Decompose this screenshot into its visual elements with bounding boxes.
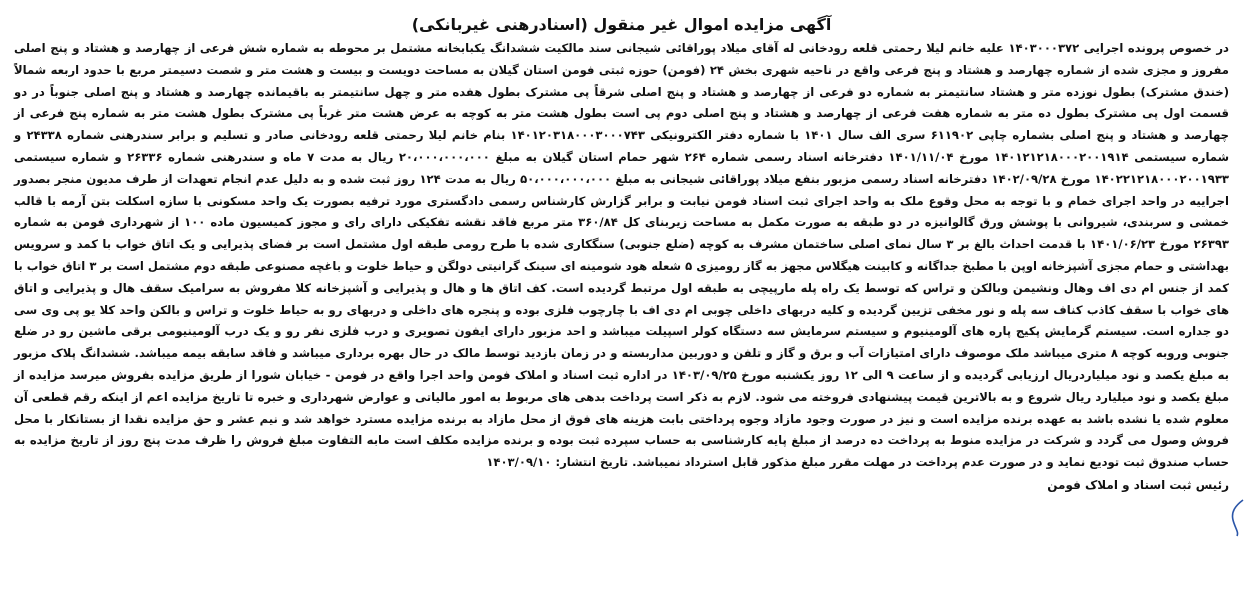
notice-signature: رئیس ثبت اسناد و املاک فومن: [1047, 477, 1229, 492]
notice-title: آگهی مزایده اموال غیر منقول (اسنادرهنی غیربانکی): [411, 15, 832, 34]
pen-mark-icon: [1229, 498, 1245, 538]
notice-body: در خصوص پرونده اجرایی ۱۴۰۳۰۰۰۳۷۲ علیه خانم لیلا رحمتی قلعه رودخانی له آقای میلاد پوراقائی شیجانی سند مالکیت ششدانگ یکبابخانه مشتمل بر محوطه به شماره شش فرعی از چهارصد و هشتاد و پنج اصلی مفروز و مجزی شده از شماره چهارصد و هشتاد و پنج فرعی واقع در ناحیه شهری بخش ۲۴ (فومن) حوزه ثبتی فومن استان گیلان به مساحت دویست و بیست و هشت متر و شصت دسیمتر مربع با حدود اربعه شمالاً (خندق مشترک) بطول نوزده متر و هشتاد سانتیمتر به شماره دو فرعی از چهارصد و هشتاد و پنج اصلی شرقاً پی مشترک بطول هفده متر و چهل سانتیمتر به باقیمانده چهارصد و هشتاد و پنج اصلی جنوباً در دو قسمت اول پی مشترک بطول ده متر به شماره هفت فرعی از چهارصد و هشتاد و پنج اصلی دوم پی است بطول هشت متر به کوچه به عرض هشت متر غرباً پی مشترک بطول هشت متر به شماره پنج فرعی از چهارصد و هشتاد و پنج اصلی بشماره چاپی ۶۱۱۹۰۲ سری الف سال ۱۴۰۱ با شماره دفتر الکترونیکی ۱۴۰۱۲۰۳۱۸۰۰۰۳۰۰۰۷۴۳ بنام خانم لیلا رحمتی قلعه رودخانی صادر و تسلیم و برابر سندرهنی شماره ۲۴۳۳۸ و شماره سیستمی ۱۴۰۱۲۱۲۱۸۰۰۰۲۰۰۱۹۱۴ مورخ ۱۴۰۱/۱۱/۰۴ دفترخانه اسناد رسمی شماره ۲۶۴ شهر حمام استان گیلان به مبلغ ۲۰،۰۰۰،۰۰۰،۰۰۰ ریال به مدت ۷ ماه و سندرهنی شماره ۲۶۳۳۶ و شماره سیستمی ۱۴۰۲۲۱۲۱۸۰۰۰۲۰۰۱۹۳۳ مورخ ۱۴۰۲/۰۹/۲۸ دفترخانه اسناد رسمی مزبور بنفع میلاد پوراقائی شیجانی به مبلغ ۵۰،۰۰۰،۰۰۰،۰۰۰ ریال به مدت ۱۲۴ روز ثبت شده و به دلیل عدم انجام تعهدات از طرف مدیون منجر بصدور اجراییه در واحد اجرای خمام و با توجه به محل وقوع ملک به واحد اجرای ثبت اسناد فومن نیابت و برابر گزارش کارشناس رسمی دادگستری مورد ترفیه بصورت یک واحد مسکونی با سازه اسکلت بتن آرمه با قالب خمشی و سربندی، شیروانی با پوشش ورق گالوانیزه در دو طبقه به صورت مکمل به مساحت زیربنای کل ۳۶۰/۸۴ متر مربع فاقد نقشه تفکیکی دارای رای و مجوز کمیسیون ماده ۱۰۰ از شهرداری فومن به شماره ۲۶۳۹۳ مورخ ۱۴۰۱/۰۶/۲۳ با قدمت احداث بالغ بر ۳ سال نمای اصلی ساختمان مشرف به کوچه (ضلع جنوبی) سنگکاری شده با طرح رومی طبقه اول مشتمل است بر فضای پذیرایی و یک اتاق خواب با کمد و سرویس بهداشتی و حمام مجزی آشپزخانه اوپن با مطبخ جداگانه و کابینت هیگلاس مجهز به گاز رومیزی ۵ شعله هود شومینه ای سینک گرانیتی دولگن و حیاط خلوت و باغچه مصنوعی طبقه دوم مشتمل است بر ۳ اتاق خواب با کمد از جنس ام دی اف وهال ونشیمن وبالکن و تراس که توسط یک راه پله مارپیچی به طبقه اول مرتبط گردیده است. کف اتاق ها و هال و پذیرایی و آشپزخانه کلا مفروش به سرامیک سقف هال و پذیرایی و اتاق های خواب با سقف کاذب کناف سه پله و نور مخفی تزیین گردیده و کلیه دربهای داخلی چوبی ام دی اف با چارچوب فلزی بوده و پنجره های داخلی و دربهای رو به حیاط خلوت و تراس و بالکن واحد کلا یو پی وی سی دو جداره است. سیستم گرمایش پکیج پاره های آلومینیوم و سیستم سرمایش سه دستگاه کولر اسپیلت میباشد و احد مزبور دارای ایفون تصویری و درب فلزی نفر رو و یک درب آلومینیومی برقی ماشین رو در ضلع جنوبی وروبه کوچه ۸ متری میباشد ملک موصوف دارای امتیازات آب و برق و گاز و تلفن و دوربین مداربسته و در زمان بازدید توسط مالک در حال بهره برداری میباشد و فاقد سابقه بیمه میباشد. ششدانگ پلاک مزبور به مبلغ یکصد و نود میلیاردریال ارزیابی گردیده و از ساعت ۹ الی ۱۲ روز یکشنبه مورخ ۱۴۰۳/۰۹/۲۵ در اداره ثبت اسناد و املاک فومن واحد اجرا واقع در فومن - خیابان شورا از طریق مزایده بفروش میرسد مزایده از مبلغ یکصد و نود میلیارد ریال شروع و به بالاترین قیمت پیشنهادی فروخته می شود. لازم به ذکر است پرداخت بدهی های مربوط به امور مالیاتی و عوارض شهرداری و خبره تا تاریخ مزایده اعم از اینکه رقم قطعی آن معلوم شده یا نشده باشد به عهده برنده مزایده است و نیز در صورت وجود مازاد وجوه پرداختی بابت هزینه های فوق از محل مازاد به برنده مزایده مسترد خواهد شد و نیم عشر و حق مزایده نقدا از بستانکار با محل فروش وصول می گردد و شرکت در مزایده منوط به پرداخت ده درصد از مبلغ پایه کارشناسی به حساب سپرده ثبت بوده و برنده مزایده مکلف است مابه التفاوت مبلغ فروش را ظرف مدت پنج روز از تاریخ مزایده به حساب صندوق ثبت تودیع نماید و در صورت عدم پرداخت در مهلت مقرر مبلغ مذکور قابل استرداد نمیباشد. تاریخ انتشار: ۱۴۰۳/۰۹/۱۰: [14, 41, 1230, 470]
auction-notice: [2, 6, 1241, 591]
